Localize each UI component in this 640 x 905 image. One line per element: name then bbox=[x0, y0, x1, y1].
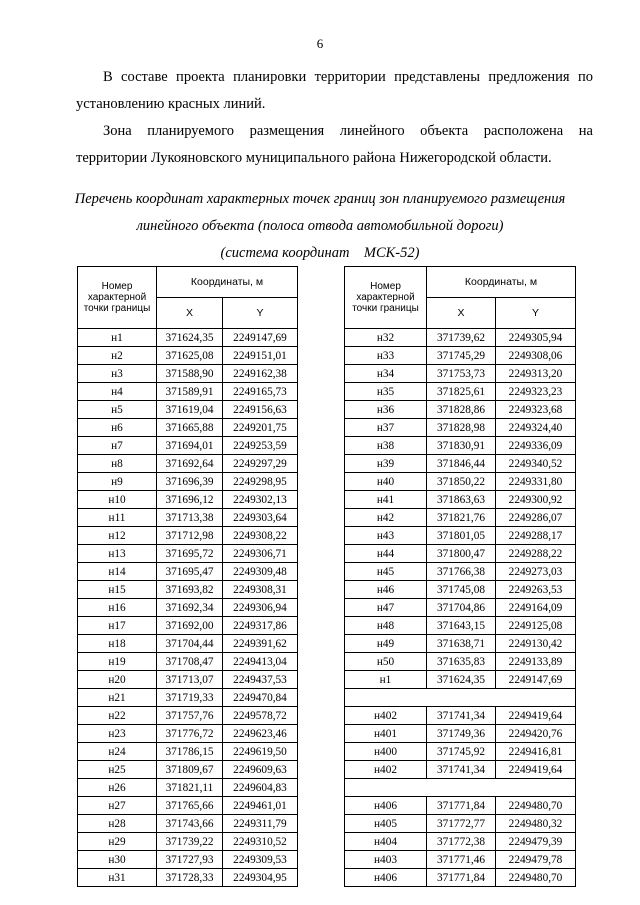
y-coordinate-cell: 2249437,53 bbox=[223, 671, 298, 689]
x-coordinate-cell: 371771,84 bbox=[427, 869, 496, 887]
y-coordinate-cell: 2249619,50 bbox=[223, 743, 298, 761]
point-number-cell: н41 bbox=[345, 491, 427, 509]
table-body-right bbox=[345, 329, 576, 887]
table-row bbox=[345, 851, 576, 869]
table-row bbox=[345, 779, 576, 797]
y-coordinate-cell: 2249308,06 bbox=[496, 347, 576, 365]
x-coordinate-cell: 371828,86 bbox=[427, 401, 496, 419]
x-coordinate-cell: 371713,38 bbox=[157, 509, 223, 527]
point-number-cell: н42 bbox=[345, 509, 427, 527]
table-row bbox=[78, 491, 298, 509]
x-coordinate-cell: 371753,73 bbox=[427, 365, 496, 383]
y-coordinate-cell: 2249609,63 bbox=[223, 761, 298, 779]
x-coordinate-cell: 371704,44 bbox=[157, 635, 223, 653]
point-number-cell: н18 bbox=[78, 635, 157, 653]
y-coordinate-cell: 2249286,07 bbox=[496, 509, 576, 527]
x-coordinate-cell: 371696,39 bbox=[157, 473, 223, 491]
y-coordinate-cell: 2249480,70 bbox=[496, 869, 576, 887]
y-coordinate-cell: 2249130,42 bbox=[496, 635, 576, 653]
table-row bbox=[78, 545, 298, 563]
x-coordinate-cell: 371850,22 bbox=[427, 473, 496, 491]
x-coordinate-cell: 371771,84 bbox=[427, 797, 496, 815]
y-coordinate-cell: 2249479,39 bbox=[496, 833, 576, 851]
caption-line-2: линейного объекта (полоса отвода автомобильной дороги) bbox=[136, 218, 504, 234]
point-number-cell: н28 bbox=[78, 815, 157, 833]
x-coordinate-cell: 371776,72 bbox=[157, 725, 223, 743]
table-row bbox=[78, 527, 298, 545]
x-coordinate-cell: 371741,34 bbox=[427, 761, 496, 779]
caption-line-1: Перечень координат характерных точек границ зон планируемого размещения bbox=[74, 191, 566, 207]
point-number-cell: н14 bbox=[78, 563, 157, 581]
table-row bbox=[78, 797, 298, 815]
table-row bbox=[345, 401, 576, 419]
point-number-cell: н48 bbox=[345, 617, 427, 635]
x-coordinate-cell: 371708,47 bbox=[157, 653, 223, 671]
table-row bbox=[345, 581, 576, 599]
y-coordinate-cell: 2249308,31 bbox=[223, 581, 298, 599]
y-coordinate-cell: 2249419,64 bbox=[496, 761, 576, 779]
point-number-cell: н7 bbox=[78, 437, 157, 455]
table-row bbox=[78, 365, 298, 383]
table-row bbox=[78, 473, 298, 491]
y-coordinate-cell: 2249419,64 bbox=[496, 707, 576, 725]
table-row bbox=[345, 725, 576, 743]
point-number-cell: н24 bbox=[78, 743, 157, 761]
x-coordinate-cell: 371800,47 bbox=[427, 545, 496, 563]
y-coordinate-cell: 2249297,29 bbox=[223, 455, 298, 473]
header-x: X bbox=[157, 298, 223, 329]
point-number-cell: н44 bbox=[345, 545, 427, 563]
point-number-cell: н13 bbox=[78, 545, 157, 563]
point-number-cell: н12 bbox=[78, 527, 157, 545]
y-coordinate-cell: 2249147,69 bbox=[223, 329, 298, 347]
y-coordinate-cell: 2249156,63 bbox=[223, 401, 298, 419]
table-row bbox=[78, 599, 298, 617]
point-number-cell: н4 bbox=[78, 383, 157, 401]
y-coordinate-cell: 2249302,13 bbox=[223, 491, 298, 509]
table-row bbox=[78, 671, 298, 689]
table-row bbox=[345, 869, 576, 887]
y-coordinate-cell: 2249165,73 bbox=[223, 383, 298, 401]
point-number-cell: н45 bbox=[345, 563, 427, 581]
y-coordinate-cell: 2249253,59 bbox=[223, 437, 298, 455]
y-coordinate-cell: 2249470,84 bbox=[223, 689, 298, 707]
point-number-cell: н23 bbox=[78, 725, 157, 743]
x-coordinate-cell: 371825,61 bbox=[427, 383, 496, 401]
y-coordinate-cell: 2249461,01 bbox=[223, 797, 298, 815]
table-row bbox=[78, 707, 298, 725]
table-row bbox=[78, 383, 298, 401]
table-separator-cell bbox=[345, 689, 576, 707]
x-coordinate-cell: 371745,08 bbox=[427, 581, 496, 599]
coordinates-table-left bbox=[77, 266, 298, 887]
header-y: Y bbox=[223, 298, 298, 329]
y-coordinate-cell: 2249298,95 bbox=[223, 473, 298, 491]
x-coordinate-cell: 371643,15 bbox=[427, 617, 496, 635]
y-coordinate-cell: 2249313,20 bbox=[496, 365, 576, 383]
y-coordinate-cell: 2249391,62 bbox=[223, 635, 298, 653]
coordinates-table-right bbox=[344, 266, 576, 887]
x-coordinate-cell: 371749,36 bbox=[427, 725, 496, 743]
point-number-cell: н401 bbox=[345, 725, 427, 743]
x-coordinate-cell: 371743,66 bbox=[157, 815, 223, 833]
table-row bbox=[345, 599, 576, 617]
point-number-cell: н406 bbox=[345, 869, 427, 887]
x-coordinate-cell: 371772,77 bbox=[427, 815, 496, 833]
y-coordinate-cell: 2249420,76 bbox=[496, 725, 576, 743]
y-coordinate-cell: 2249151,01 bbox=[223, 347, 298, 365]
point-number-cell: н37 bbox=[345, 419, 427, 437]
table-row bbox=[78, 563, 298, 581]
y-coordinate-cell: 2249331,80 bbox=[496, 473, 576, 491]
point-number-cell: н405 bbox=[345, 815, 427, 833]
table-row bbox=[78, 419, 298, 437]
point-number-cell: н50 bbox=[345, 653, 427, 671]
y-coordinate-cell: 2249303,64 bbox=[223, 509, 298, 527]
header-x: X bbox=[427, 298, 496, 329]
y-coordinate-cell: 2249288,22 bbox=[496, 545, 576, 563]
y-coordinate-cell: 2249309,53 bbox=[223, 851, 298, 869]
y-coordinate-cell: 2249273,03 bbox=[496, 563, 576, 581]
x-coordinate-cell: 371801,05 bbox=[427, 527, 496, 545]
x-coordinate-cell: 371863,63 bbox=[427, 491, 496, 509]
x-coordinate-cell: 371695,47 bbox=[157, 563, 223, 581]
x-coordinate-cell: 371665,88 bbox=[157, 419, 223, 437]
point-number-cell: н32 bbox=[345, 329, 427, 347]
table-row bbox=[345, 743, 576, 761]
y-coordinate-cell: 2249162,38 bbox=[223, 365, 298, 383]
y-coordinate-cell: 2249201,75 bbox=[223, 419, 298, 437]
x-coordinate-cell: 371695,72 bbox=[157, 545, 223, 563]
table-row bbox=[345, 329, 576, 347]
x-coordinate-cell: 371739,22 bbox=[157, 833, 223, 851]
y-coordinate-cell: 2249133,89 bbox=[496, 653, 576, 671]
point-number-cell: н403 bbox=[345, 851, 427, 869]
table-row bbox=[345, 797, 576, 815]
table-row bbox=[78, 509, 298, 527]
table-row bbox=[345, 455, 576, 473]
x-coordinate-cell: 371713,07 bbox=[157, 671, 223, 689]
x-coordinate-cell: 371638,71 bbox=[427, 635, 496, 653]
point-number-cell: н11 bbox=[78, 509, 157, 527]
y-coordinate-cell: 2249336,09 bbox=[496, 437, 576, 455]
point-number-cell: н31 bbox=[78, 869, 157, 887]
point-number-cell: н9 bbox=[78, 473, 157, 491]
y-coordinate-cell: 2249263,53 bbox=[496, 581, 576, 599]
paragraph-red-lines: В составе проекта планировки территории представлены предложения по установлению красных линий. bbox=[76, 69, 593, 112]
page-number: 6 bbox=[316, 36, 324, 51]
x-coordinate-cell: 371821,11 bbox=[157, 779, 223, 797]
y-coordinate-cell: 2249323,68 bbox=[496, 401, 576, 419]
x-coordinate-cell: 371786,15 bbox=[157, 743, 223, 761]
y-coordinate-cell: 2249308,22 bbox=[223, 527, 298, 545]
point-number-cell: н10 bbox=[78, 491, 157, 509]
table-row bbox=[78, 761, 298, 779]
table-separator-cell bbox=[345, 779, 576, 797]
point-number-cell: н26 bbox=[78, 779, 157, 797]
point-number-cell: н402 bbox=[345, 761, 427, 779]
caption-line-3: (система координат МСК-52) bbox=[220, 245, 420, 261]
point-number-cell: н22 bbox=[78, 707, 157, 725]
x-coordinate-cell: 371766,38 bbox=[427, 563, 496, 581]
point-number-cell: н47 bbox=[345, 599, 427, 617]
y-coordinate-cell: 2249310,52 bbox=[223, 833, 298, 851]
y-coordinate-cell: 2249480,32 bbox=[496, 815, 576, 833]
x-coordinate-cell: 371745,29 bbox=[427, 347, 496, 365]
table-row bbox=[78, 869, 298, 887]
point-number-cell: н25 bbox=[78, 761, 157, 779]
x-coordinate-cell: 371696,12 bbox=[157, 491, 223, 509]
y-coordinate-cell: 2249309,48 bbox=[223, 563, 298, 581]
x-coordinate-cell: 371728,33 bbox=[157, 869, 223, 887]
table-row bbox=[345, 707, 576, 725]
x-coordinate-cell: 371619,04 bbox=[157, 401, 223, 419]
table-row bbox=[78, 689, 298, 707]
header-y: Y bbox=[496, 298, 576, 329]
table-row bbox=[345, 761, 576, 779]
point-number-cell: н46 bbox=[345, 581, 427, 599]
table-row bbox=[78, 815, 298, 833]
x-coordinate-cell: 371765,66 bbox=[157, 797, 223, 815]
table-caption bbox=[30, 186, 610, 267]
y-coordinate-cell: 2249288,17 bbox=[496, 527, 576, 545]
y-coordinate-cell: 2249164,09 bbox=[496, 599, 576, 617]
point-number-cell: н3 bbox=[78, 365, 157, 383]
table-row bbox=[345, 689, 576, 707]
table-row bbox=[345, 545, 576, 563]
y-coordinate-cell: 2249125,08 bbox=[496, 617, 576, 635]
table-row bbox=[345, 437, 576, 455]
x-coordinate-cell: 371771,46 bbox=[427, 851, 496, 869]
point-number-cell: н34 bbox=[345, 365, 427, 383]
point-number-cell: н27 bbox=[78, 797, 157, 815]
point-number-cell: н40 bbox=[345, 473, 427, 491]
x-coordinate-cell: 371846,44 bbox=[427, 455, 496, 473]
table-row bbox=[78, 743, 298, 761]
point-number-cell: н1 bbox=[78, 329, 157, 347]
table-row bbox=[345, 365, 576, 383]
table-row bbox=[345, 671, 576, 689]
table-row bbox=[345, 509, 576, 527]
x-coordinate-cell: 371624,35 bbox=[157, 329, 223, 347]
table-row bbox=[345, 419, 576, 437]
table-row bbox=[345, 473, 576, 491]
table-row bbox=[345, 491, 576, 509]
point-number-cell: н406 bbox=[345, 797, 427, 815]
point-number-cell: н5 bbox=[78, 401, 157, 419]
table-row bbox=[345, 833, 576, 851]
x-coordinate-cell: 371772,38 bbox=[427, 833, 496, 851]
x-coordinate-cell: 371692,00 bbox=[157, 617, 223, 635]
header-coordinates: Координаты, м bbox=[157, 267, 298, 298]
table-row bbox=[78, 437, 298, 455]
y-coordinate-cell: 2249147,69 bbox=[496, 671, 576, 689]
point-number-cell: н17 bbox=[78, 617, 157, 635]
point-number-cell: н33 bbox=[345, 347, 427, 365]
y-coordinate-cell: 2249324,40 bbox=[496, 419, 576, 437]
x-coordinate-cell: 371828,98 bbox=[427, 419, 496, 437]
point-number-cell: н29 bbox=[78, 833, 157, 851]
table-body-left bbox=[78, 329, 298, 887]
header-coordinates: Координаты, м bbox=[427, 267, 576, 298]
y-coordinate-cell: 2249323,23 bbox=[496, 383, 576, 401]
header-point-number: Номер характерной точки границы bbox=[78, 267, 157, 329]
table-row bbox=[78, 581, 298, 599]
y-coordinate-cell: 2249306,71 bbox=[223, 545, 298, 563]
point-number-cell: н1 bbox=[345, 671, 427, 689]
y-coordinate-cell: 2249413,04 bbox=[223, 653, 298, 671]
point-number-cell: н36 bbox=[345, 401, 427, 419]
x-coordinate-cell: 371589,91 bbox=[157, 383, 223, 401]
table-row bbox=[345, 527, 576, 545]
point-number-cell: н20 bbox=[78, 671, 157, 689]
table-row bbox=[345, 617, 576, 635]
point-number-cell: н19 bbox=[78, 653, 157, 671]
x-coordinate-cell: 371588,90 bbox=[157, 365, 223, 383]
x-coordinate-cell: 371712,98 bbox=[157, 527, 223, 545]
table-row bbox=[345, 635, 576, 653]
x-coordinate-cell: 371693,82 bbox=[157, 581, 223, 599]
x-coordinate-cell: 371719,33 bbox=[157, 689, 223, 707]
header-point-number: Номер характерной точки границы bbox=[345, 267, 427, 329]
y-coordinate-cell: 2249623,46 bbox=[223, 725, 298, 743]
point-number-cell: н38 bbox=[345, 437, 427, 455]
table-row bbox=[78, 653, 298, 671]
table-row bbox=[345, 815, 576, 833]
x-coordinate-cell: 371694,01 bbox=[157, 437, 223, 455]
y-coordinate-cell: 2249300,92 bbox=[496, 491, 576, 509]
point-number-cell: н21 bbox=[78, 689, 157, 707]
point-number-cell: н8 bbox=[78, 455, 157, 473]
x-coordinate-cell: 371625,08 bbox=[157, 347, 223, 365]
point-number-cell: н43 bbox=[345, 527, 427, 545]
x-coordinate-cell: 371727,93 bbox=[157, 851, 223, 869]
x-coordinate-cell: 371624,35 bbox=[427, 671, 496, 689]
table-row bbox=[345, 563, 576, 581]
x-coordinate-cell: 371704,86 bbox=[427, 599, 496, 617]
y-coordinate-cell: 2249317,86 bbox=[223, 617, 298, 635]
x-coordinate-cell: 371739,62 bbox=[427, 329, 496, 347]
y-coordinate-cell: 2249304,95 bbox=[223, 869, 298, 887]
point-number-cell: н30 bbox=[78, 851, 157, 869]
table-row bbox=[78, 833, 298, 851]
point-number-cell: н39 bbox=[345, 455, 427, 473]
paragraph-zone-location: Зона планируемого размещения линейного объекта расположена на территории Лукояновского муниципального района Нижегородской области. bbox=[76, 123, 593, 166]
point-number-cell: н15 bbox=[78, 581, 157, 599]
point-number-cell: н400 bbox=[345, 743, 427, 761]
y-coordinate-cell: 2249480,70 bbox=[496, 797, 576, 815]
point-number-cell: н6 bbox=[78, 419, 157, 437]
table-row bbox=[78, 455, 298, 473]
point-number-cell: н404 bbox=[345, 833, 427, 851]
point-number-cell: н49 bbox=[345, 635, 427, 653]
x-coordinate-cell: 371757,76 bbox=[157, 707, 223, 725]
y-coordinate-cell: 2249604,83 bbox=[223, 779, 298, 797]
table-row bbox=[78, 779, 298, 797]
point-number-cell: н2 bbox=[78, 347, 157, 365]
y-coordinate-cell: 2249479,78 bbox=[496, 851, 576, 869]
y-coordinate-cell: 2249311,79 bbox=[223, 815, 298, 833]
y-coordinate-cell: 2249340,52 bbox=[496, 455, 576, 473]
table-row bbox=[78, 725, 298, 743]
x-coordinate-cell: 371821,76 bbox=[427, 509, 496, 527]
x-coordinate-cell: 371830,91 bbox=[427, 437, 496, 455]
table-row bbox=[78, 851, 298, 869]
x-coordinate-cell: 371692,64 bbox=[157, 455, 223, 473]
y-coordinate-cell: 2249578,72 bbox=[223, 707, 298, 725]
table-row bbox=[345, 653, 576, 671]
table-row bbox=[78, 617, 298, 635]
x-coordinate-cell: 371635,83 bbox=[427, 653, 496, 671]
y-coordinate-cell: 2249305,94 bbox=[496, 329, 576, 347]
table-row bbox=[78, 329, 298, 347]
x-coordinate-cell: 371745,92 bbox=[427, 743, 496, 761]
table-row bbox=[78, 635, 298, 653]
table-row bbox=[78, 401, 298, 419]
point-number-cell: н35 bbox=[345, 383, 427, 401]
y-coordinate-cell: 2249416,81 bbox=[496, 743, 576, 761]
table-row bbox=[345, 347, 576, 365]
x-coordinate-cell: 371809,67 bbox=[157, 761, 223, 779]
y-coordinate-cell: 2249306,94 bbox=[223, 599, 298, 617]
point-number-cell: н402 bbox=[345, 707, 427, 725]
x-coordinate-cell: 371692,34 bbox=[157, 599, 223, 617]
point-number-cell: н16 bbox=[78, 599, 157, 617]
table-row bbox=[78, 347, 298, 365]
table-row bbox=[345, 383, 576, 401]
x-coordinate-cell: 371741,34 bbox=[427, 707, 496, 725]
